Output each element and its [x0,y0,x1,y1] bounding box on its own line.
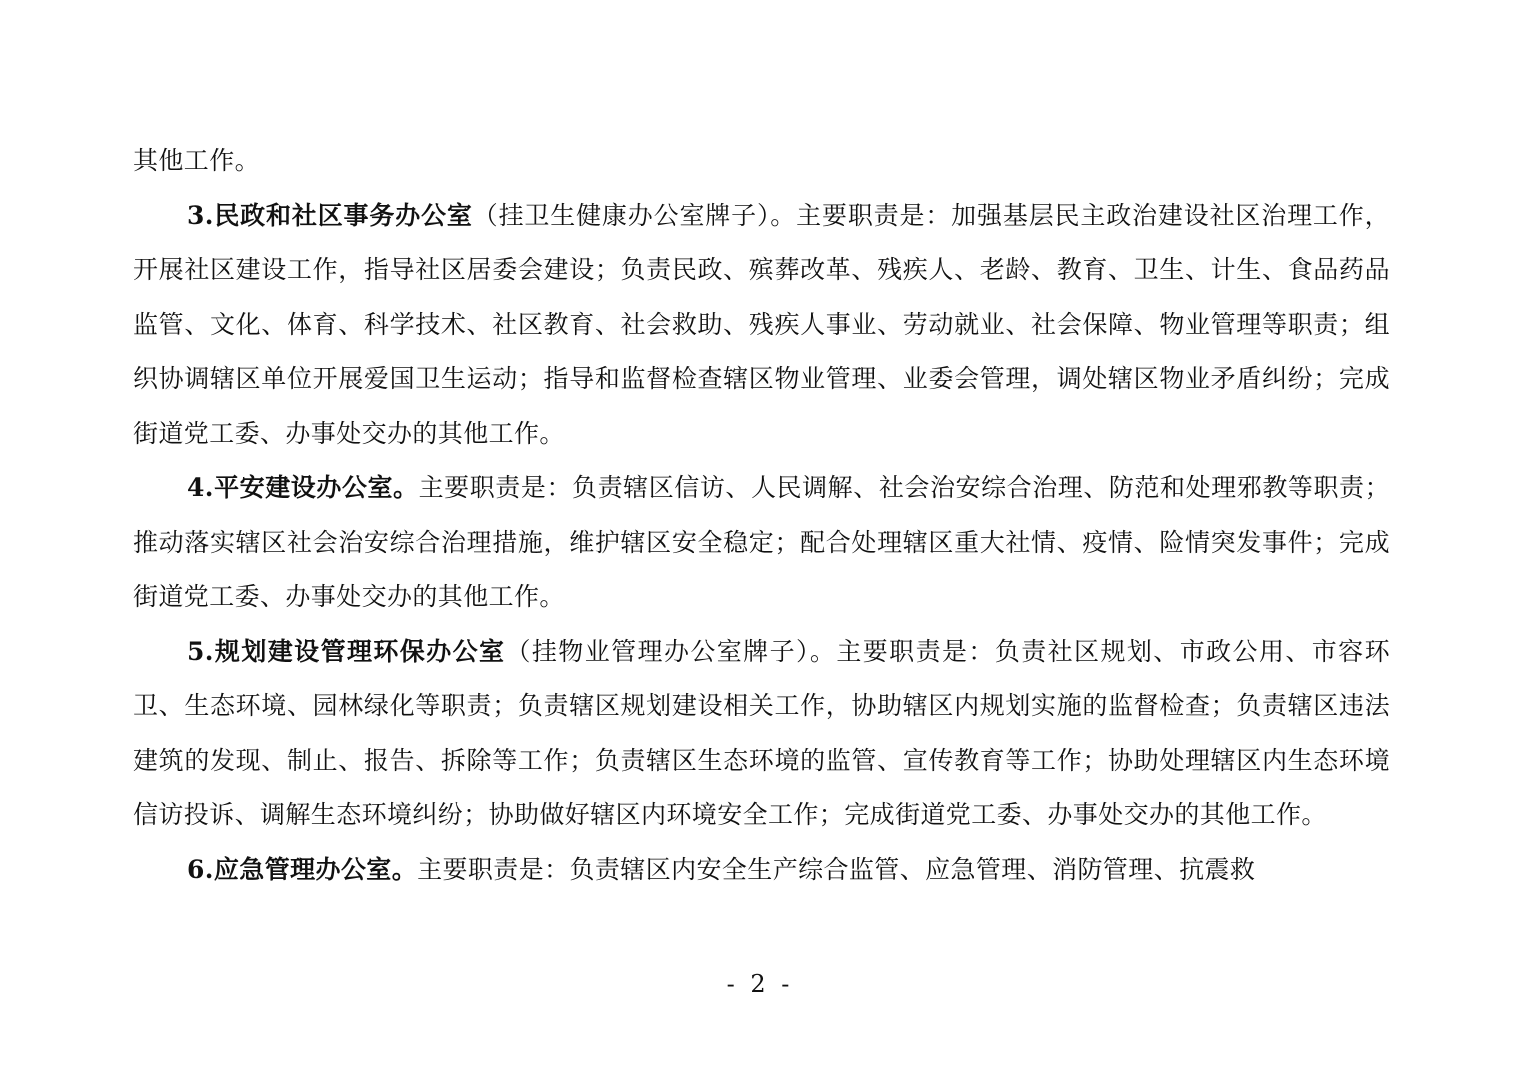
page-number: - 2 - [726,970,794,998]
section-6-body: 主要职责是：负责辖区内安全生产综合监管、应急管理、消防管理、抗震救 [417,854,1256,884]
section-6-heading: 6.应急管理办公室。 [187,854,418,884]
section-4-body: 主要职责是：负责辖区信访、人民调解、社会治安综合治理、防范和处理邪教等职责；推动落实辖区社会治安综合治理措施，维护辖区安全稳定；配合处理辖区重大社情、疫情、险情突发事件；完成街道党工委、办事处交办的其他工作。 [133,473,1390,611]
section-5-heading: 5.规划建设管理环保办公室 [187,636,506,666]
section-3-body: （挂卫生健康办公室牌子）。主要职责是：加强基层民主政治建设社区治理工作，开展社区建设工作，指导社区居委会建设；负责民政、殡葬改革、残疾人、老龄、教育、卫生、计生、食品药品监管、文化、体育、科学技术、社区教育、社会救助、残疾人事业、劳动就业、社会保障、物业管理等职责；组织协调辖区单位开展爱国卫生运动；指导和监督检查辖区物业管理、业委会管理，调处辖区物业矛盾纠纷；完成街道党工委、办事处交办的其他工作。 [133,200,1390,448]
section-4-heading: 4.平安建设办公室。 [187,473,419,502]
section-5-paragraph [133,625,1390,843]
document-body [133,134,1390,897]
section-6-paragraph [133,843,1390,898]
section-3-heading: 3.民政和社区事务办公室 [187,200,473,230]
section-5-body: （挂物业管理办公室牌子）。主要职责是：负责社区规划、市政公用、市容环卫、生态环境、园林绿化等职责；负责辖区规划建设相关工作，协助辖区内规划实施的监督检查；负责辖区违法建筑的发现、制止、报告、拆除等工作；负责辖区生态环境的监管、宣传教育等工作；协助处理辖区内生态环境信访投诉、调解生态环境纠纷；协助做好辖区内环境安全工作；完成街道党工委、办事处交办的其他工作。 [133,636,1390,829]
section-3-paragraph [133,189,1390,462]
section-4-paragraph [133,461,1390,625]
continuation-paragraph: 其他工作。 [133,146,261,175]
